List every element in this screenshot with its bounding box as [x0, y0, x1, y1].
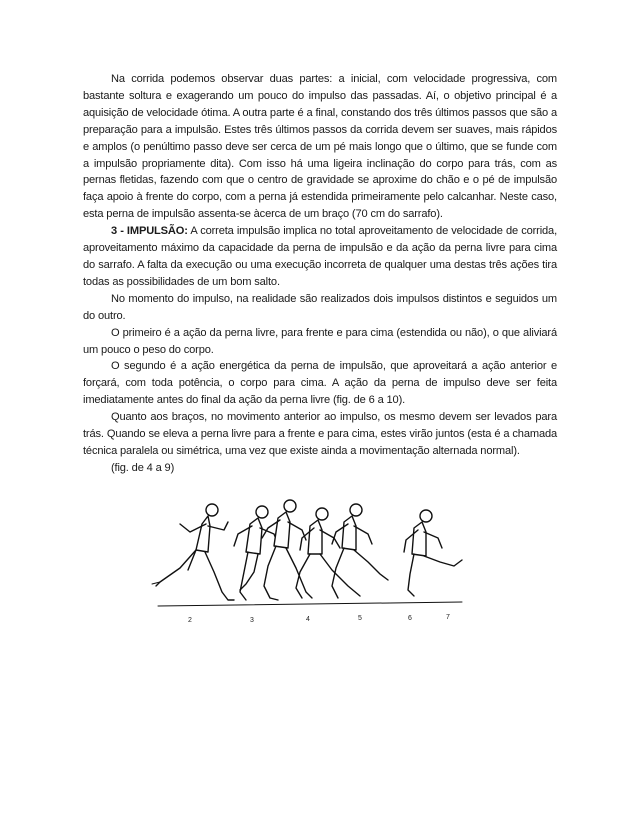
- figure-label: 6: [408, 615, 412, 622]
- athlete-figure-1: [152, 504, 234, 600]
- athlete-figure-2: [234, 506, 278, 600]
- figure-label: 2: [188, 617, 192, 624]
- figure-label: 5: [358, 615, 362, 622]
- figure-reference: [83, 460, 557, 477]
- figure-label: 3: [250, 617, 254, 624]
- paragraph-text: O segundo é a ação energética da perna de impulsão, que aproveitará a ação anterior e forçará, com toda potência, o corpo para cima. A ação da perna de impulso deve ser feita imediatamente antes do final da ação da perna livre (fig. de 6 a 10).: [83, 360, 557, 407]
- figure-label: 4: [306, 616, 310, 623]
- figure-svg: [150, 488, 480, 628]
- paragraph-impulsao: [83, 223, 557, 291]
- ground-line: [158, 602, 462, 606]
- paragraph-momento: [83, 291, 557, 325]
- paragraph-segundo: [83, 358, 557, 409]
- athlete-figure-6: [404, 510, 462, 596]
- high-jump-sequence-figure: [150, 488, 480, 628]
- paragraph-text: (fig. de 4 a 9): [111, 461, 175, 474]
- paragraph-bracos: [83, 409, 557, 460]
- paragraph-text: No momento do impulso, na realidade são realizados dois impulsos distintos e seguidos um do outro.: [83, 292, 557, 322]
- paragraph-text: A correta impulsão implica no total aproveitamento de velocidade de corrida, aproveitamento máximo da capacidade da perna de impulsão e da ação da perna livre para cima do sarrafo. A falta da execução ou uma execução incorreta de qualquer uma destas três ações tira todas as possibilidades de um bom salto.: [83, 225, 558, 288]
- athlete-figure-3: [262, 500, 312, 600]
- body-text: [83, 71, 557, 477]
- athlete-figure-5: [332, 504, 388, 598]
- paragraph-text: O primeiro é a ação da perna livre, para frente e para cima (estendida ou não), o que aliviará um pouco o peso do corpo.: [83, 326, 557, 356]
- paragraph-text: Na corrida podemos observar duas partes: a inicial, com velocidade progressiva, com bastante soltura e exagerando um pouco do impulso das passadas. Aí, o objetivo principal é a aquisição de velocidade ótima. A outra parte é a final, constando dos três últimos passos que são a preparação para a impulsão. Estes três últimos passos da corrida devem ser suaves, mais rápidos e amplos (o penúltimo passo deve ser cerca de um pé mais longo que o último, que se funde com a impulsão propriamente dita). Com isso há uma ligeira inclinação do corpo para trás, com as pernas fletidas, fazendo com que o centro de gravidade se aproxime do chão e o pé de impulsão faça apoio à frente do corpo, com a perna já estendida primeiramente pelo calcanhar. Neste caso, esta perna de impulsão assenta-se àcerca de um braço (70 cm do sarrafo).: [83, 73, 557, 221]
- figure-label: 7: [446, 614, 450, 621]
- section-heading: 3 - IMPULSÃO:: [111, 225, 188, 238]
- paragraph-primeiro: [83, 325, 557, 359]
- paragraph-text: Quanto aos braços, no movimento anterior ao impulso, os mesmo devem ser levados para trás. Quando se eleva a perna livre para a frente e para cima, estes virão juntos (esta é a chamada técnica paralela ou simétrica, uma vez que existe ainda a movimentação alternada normal).: [83, 411, 557, 457]
- paragraph-corrida: [83, 71, 557, 223]
